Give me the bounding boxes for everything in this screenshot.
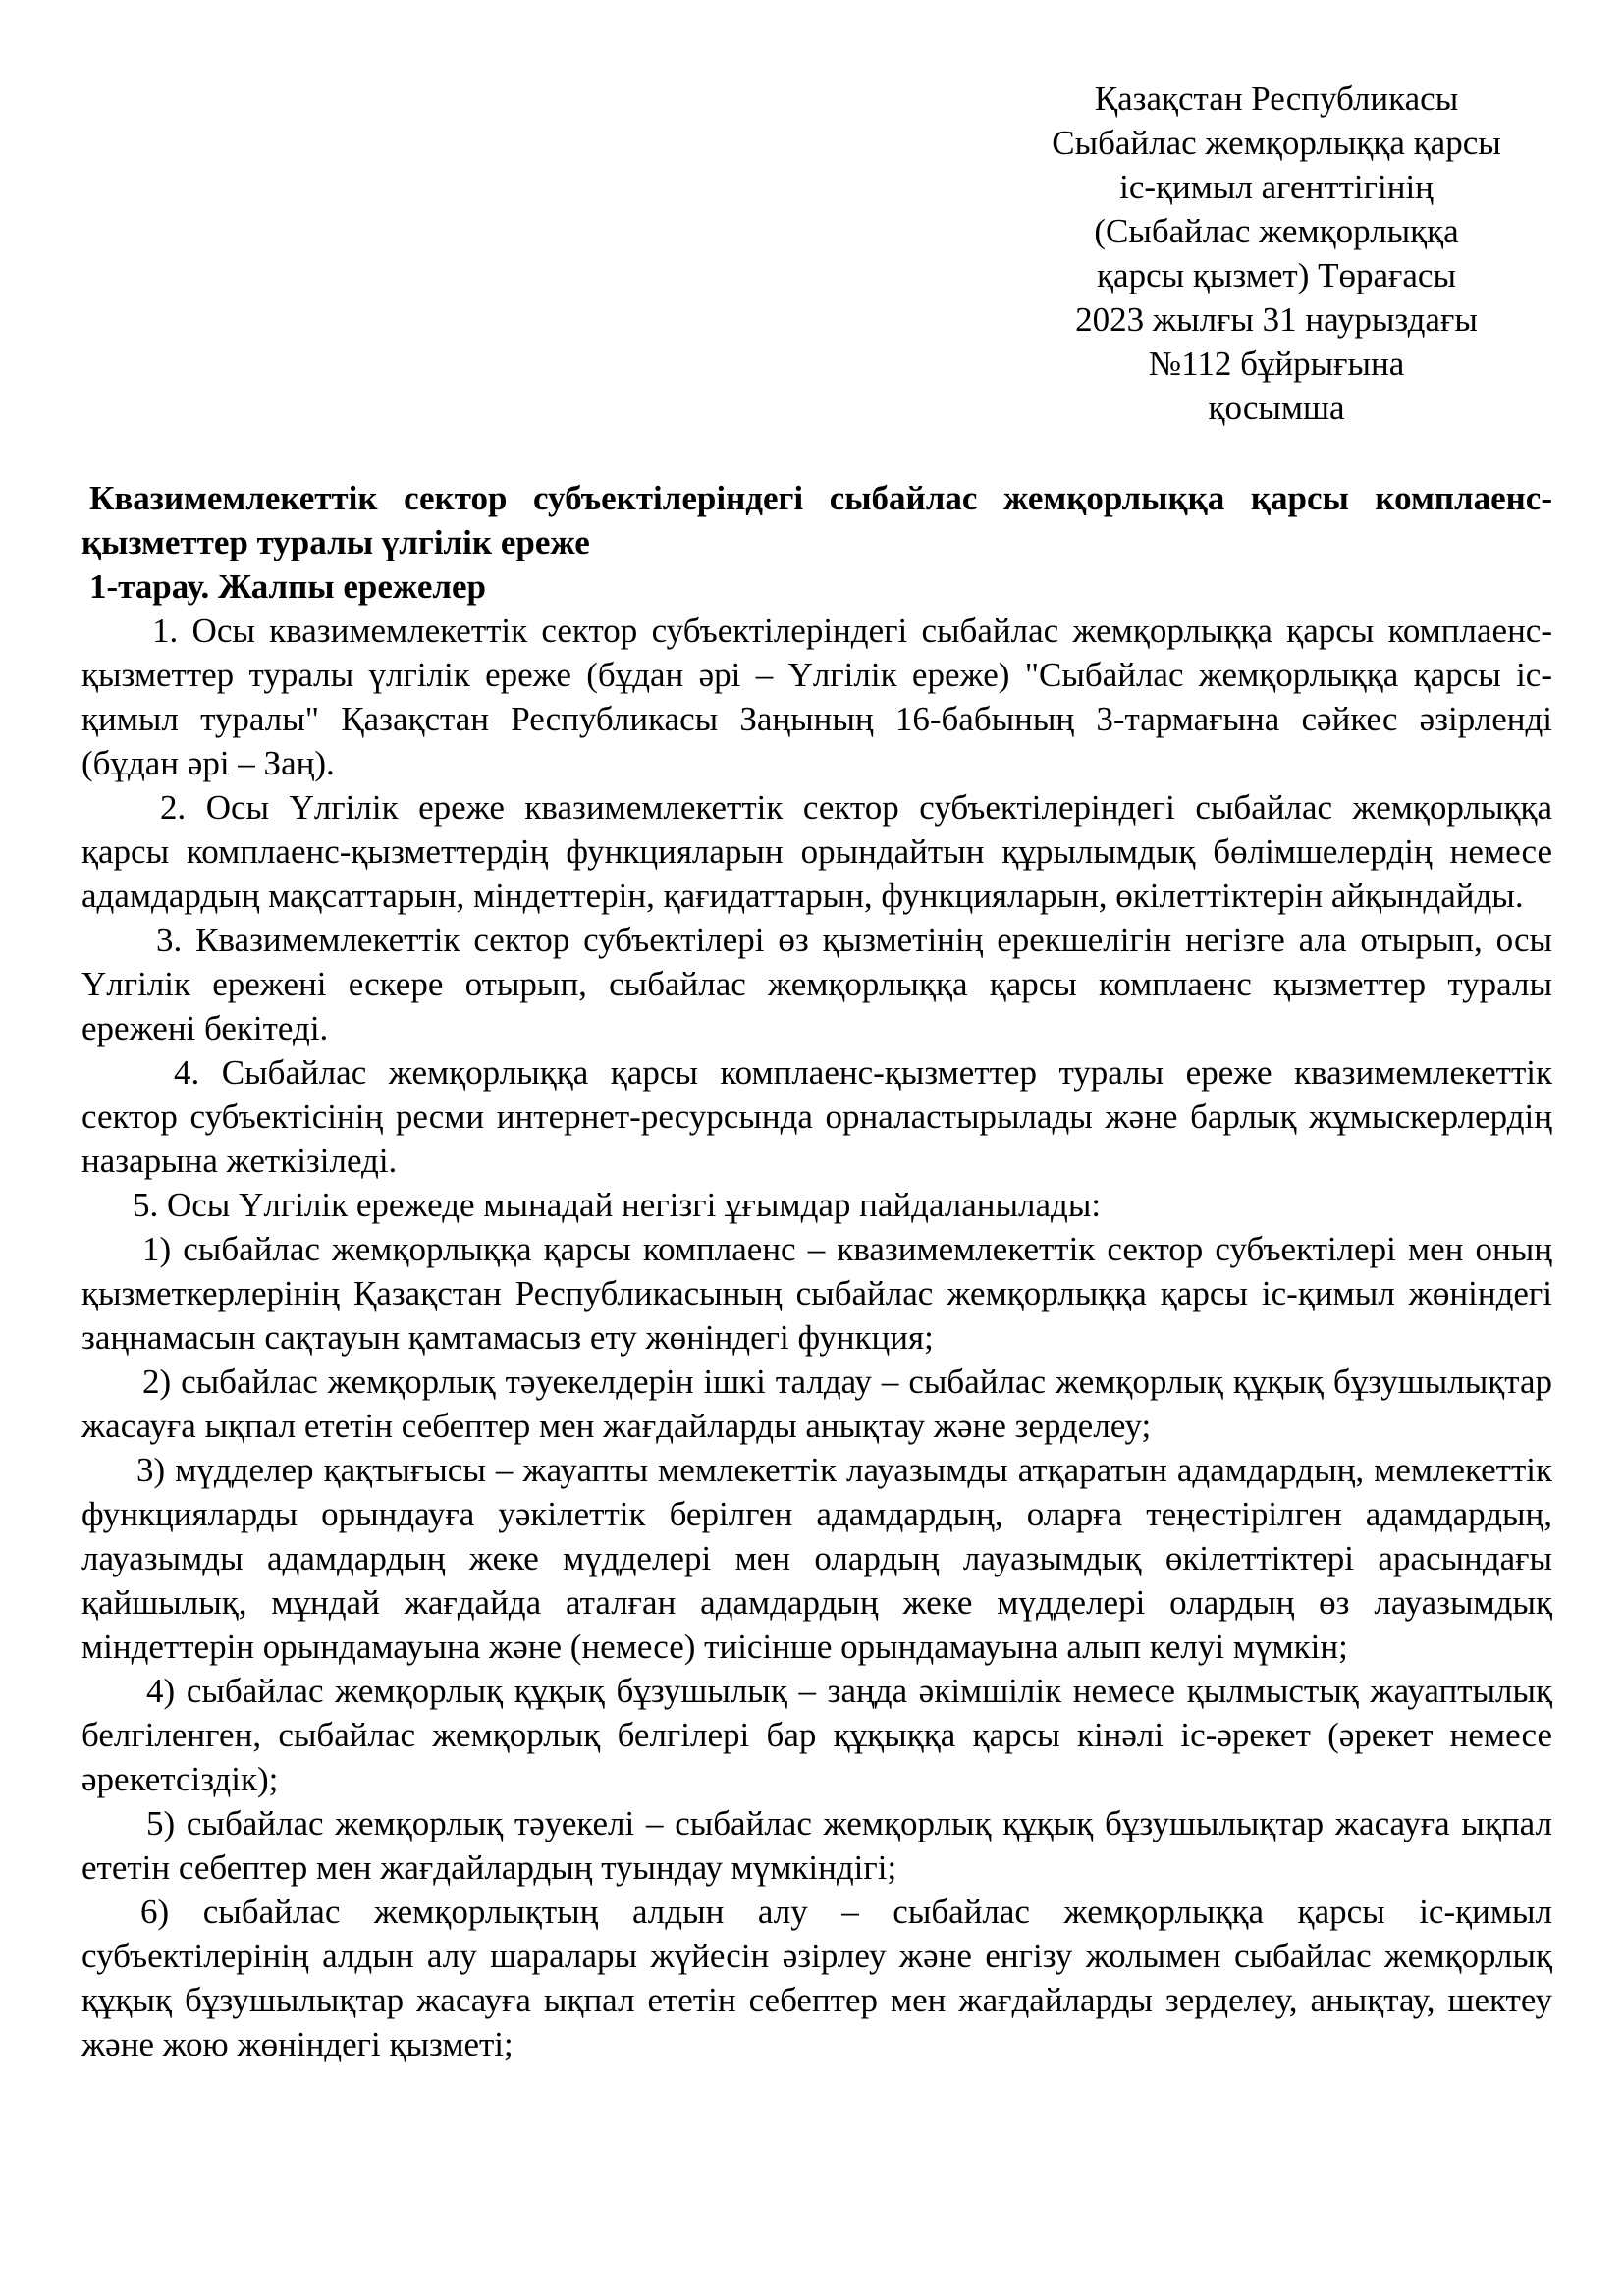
approval-line: қарсы қызмет) Төрағасы bbox=[1097, 256, 1456, 294]
paragraph: 2. Осы Үлгілік ереже квазимемлекеттік сектор субъектілеріндегі сыбайлас жемқорлыққа қарсы комплаенс-қызметтердің функцияларын орындайтын құрылымдық бөлімшелердің немесе адамдардың мақсаттарын, міндеттерін, қағидаттарын, функцияларын, өкілеттіктерін айқындайды. bbox=[81, 788, 1552, 915]
approval-line: қосымша bbox=[1208, 389, 1345, 427]
document-body bbox=[81, 476, 1552, 2066]
paragraph: 5. Осы Үлгілік ережеде мынадай негізгі ұғымдар пайдаланылады: bbox=[133, 1186, 1102, 1224]
document-title: Квазимемлекеттік сектор субъектілеріндегі сыбайлас жемқорлыққа қарсы комплаенс-қызметтер туралы үлгілік ереже bbox=[81, 479, 1552, 561]
definition-item: 6) сыбайлас жемқорлықтың алдын алу – сыбайлас жемқорлыққа қарсы іс-қимыл субъектілерінің алдын алу шаралары жүйесін әзірлеу және енгізу жолымен сыбайлас жемқорлық құқық бұзушылықтар жасауға ықпал ететін себептер мен жағдайларды зерделеу, анықтау, шектеу және жою жөніндегі қызметі; bbox=[81, 1893, 1552, 2063]
definition-item: 5) сыбайлас жемқорлық тәуекелі – сыбайлас жемқорлық құқық бұзушылықтар жасауға ықпал ететін себептер мен жағдайлардың туындау мүмкіндігі; bbox=[81, 1804, 1552, 1887]
paragraph: 4. Сыбайлас жемқорлыққа қарсы комплаенс-қызметтер туралы ереже квазимемлекеттік сектор субъектісінің ресми интернет-ресурсында орналастырылады және барлық жұмыскерлердің назарына жеткізіледі. bbox=[81, 1053, 1552, 1180]
approval-line: 2023 жылғы 31 наурыздағы bbox=[1075, 300, 1478, 339]
definition-item: 4) сыбайлас жемқорлық құқық бұзушылық – заңда әкімшілік немесе қылмыстық жауаптылық белгіленген, сыбайлас жемқорлық белгілері бар құқыққа қарсы кінәлі іс-әрекет (әрекет немесе әрекетсіздік); bbox=[81, 1672, 1552, 1798]
definition-item: 2) сыбайлас жемқорлық тәуекелдерін ішкі талдау – сыбайлас жемқорлық құқық бұзушылықтар жасауға ықпал ететін себептер мен жағдайларды анықтау және зерделеу; bbox=[81, 1362, 1552, 1445]
paragraph: 3. Квазимемлекеттік сектор субъектілері өз қызметінің ерекшелігін негізге ала отырып, осы Үлгілік ережені ескере отырып, сыбайлас жемқорлыққа қарсы комплаенс қызметтер туралы ережені бекітеді. bbox=[81, 921, 1552, 1047]
approval-line: іс-қимыл агенттігінің bbox=[1119, 168, 1434, 206]
approval-line: (Сыбайлас жемқорлыққа bbox=[1094, 212, 1459, 250]
approval-line: Қазақстан Республикасы bbox=[1094, 80, 1459, 118]
definition-item: 3) мүдделер қақтығысы – жауапты мемлекеттік лауазымды атқаратын адамдардың, мемлекеттік функцияларды орындауға уәкілеттік берілген адамдардың, оларға теңестірілген адамдардың, лауазымды адамдардың жеке мүдделері мен олардың лауазымдық өкілеттіктері арасындағы қайшылық, мұндай жағдайда аталған адамдардың жеке мүдделері олардың өз лауазымдық міндеттерін орындамауына және (немесе) тиісінше орындамауына алып келуі мүмкін; bbox=[81, 1451, 1552, 1666]
definition-item: 1) сыбайлас жемқорлыққа қарсы комплаенс – квазимемлекеттік сектор субъектілері мен оның қызметкерлерінің Қазақстан Республикасының сыбайлас жемқорлыққа қарсы іс-қимыл жөніндегі заңнамасын сақтауын қамтамасыз ету жөніндегі функция; bbox=[81, 1230, 1552, 1357]
approval-line: Сыбайлас жемқорлыққа қарсы bbox=[1052, 124, 1501, 162]
approval-stamp-block bbox=[962, 77, 1591, 430]
paragraph: 1. Осы квазимемлекеттік сектор субъектілеріндегі сыбайлас жемқорлыққа қарсы комплаенс-қызметтер туралы үлгілік ереже (бұдан әрі – Үлгілік ереже) "Сыбайлас жемқорлыққа қарсы іс-қимыл туралы" Қазақстан Республикасы Заңының 16-бабының 3-тармағына сәйкес әзірленді (бұдан әрі – Заң). bbox=[81, 612, 1552, 782]
chapter-heading: 1-тарау. Жалпы ережелер bbox=[89, 567, 487, 606]
approval-line: №112 бұйрығына bbox=[1148, 345, 1405, 383]
